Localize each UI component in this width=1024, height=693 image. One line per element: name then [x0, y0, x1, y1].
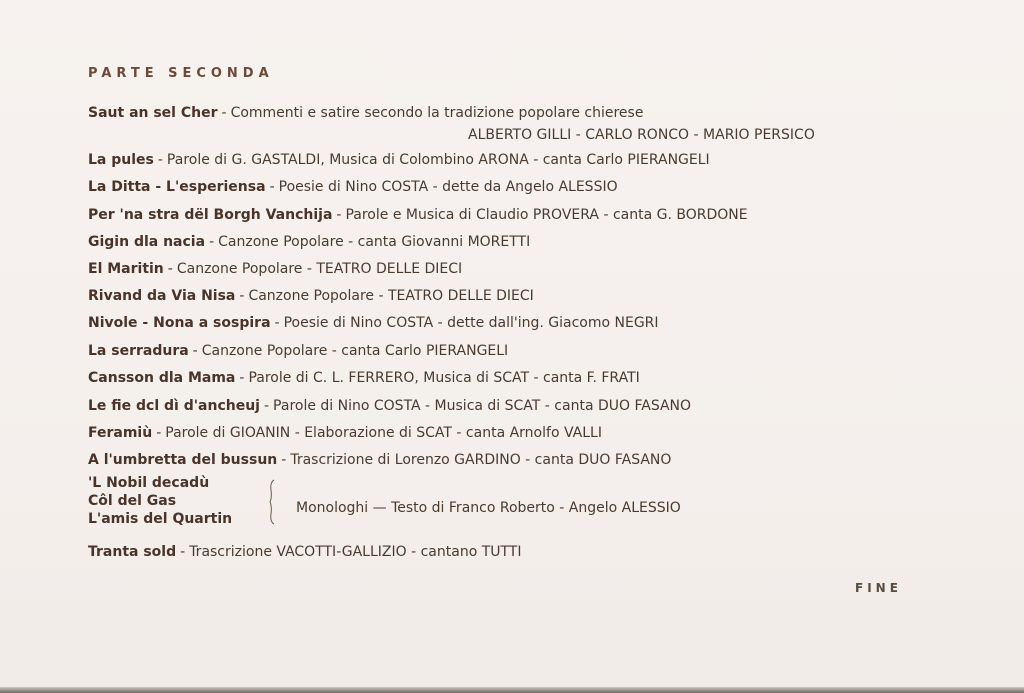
- entry-separator: -: [274, 315, 280, 331]
- program-entry-8: [88, 314, 659, 332]
- program-entry-10: [88, 369, 640, 387]
- entry-separator: -: [209, 234, 215, 250]
- program-entry-14: [88, 543, 522, 561]
- program-entry-7: [88, 287, 534, 305]
- entry-title: Tranta sold: [88, 544, 177, 560]
- entry-title: Saut an sel Cher: [88, 105, 218, 121]
- program-entry-2: [88, 151, 710, 169]
- entry-separator: -: [269, 179, 275, 195]
- entry-separator: -: [167, 261, 173, 277]
- program-entry-1: [88, 104, 643, 122]
- entry-title: El Maritin: [88, 261, 164, 277]
- entry-separator: -: [180, 544, 186, 560]
- entry-separator: -: [239, 370, 245, 386]
- entry-title: La Ditta - L'esperiensa: [88, 179, 266, 195]
- entry-title: Cansson dla Mama: [88, 370, 236, 386]
- program-entry-13: [88, 451, 671, 469]
- entry-text: Parole di Nino COSTA - Musica di SCAT - canta DUO FASANO: [273, 398, 692, 414]
- entry-text: Canzone Popolare - canta Giovanni MORETTI: [218, 234, 531, 250]
- program-entry-6: [88, 260, 462, 278]
- entry-title: La serradura: [88, 343, 189, 359]
- monologue-title: 'L Nobil decadù: [88, 475, 210, 491]
- entry-text: Canzone Popolare - TEATRO DELLE DIECI: [248, 288, 534, 304]
- monologue-description: Monologhi — Testo di Franco Roberto - Angelo ALESSIO: [296, 500, 681, 516]
- end-mark: FINE: [855, 581, 902, 595]
- entry-text: Trascrizione VACOTTI-GALLIZIO - cantano TUTTI: [189, 544, 522, 560]
- entry-separator: -: [221, 105, 227, 121]
- entry-title: Feramiù: [88, 425, 153, 441]
- entry-text: Parole di C. L. FERRERO, Musica di SCAT - canta F. FRATI: [248, 370, 640, 386]
- entry-text: Poesie di Nino COSTA - dette da Angelo ALESSIO: [278, 179, 618, 195]
- entry-title: Nivole - Nona a sospira: [88, 315, 271, 331]
- entry-separator: -: [192, 343, 198, 359]
- program-entry-5: [88, 233, 530, 251]
- program-entry-3: [88, 178, 618, 196]
- entry-text: Canzone Popolare - TEATRO DELLE DIECI: [176, 261, 463, 277]
- entry-text: Commenti e satire secondo la tradizione popolare chierese: [230, 105, 644, 121]
- entry-title: A l'umbretta del bussun: [88, 452, 278, 468]
- entry-title: Per 'na stra dël Borgh Vanchija: [88, 207, 333, 223]
- entry-text: Poesie di Nino COSTA - dette dall'ing. Giacomo NEGRI: [283, 315, 659, 331]
- entry-separator: -: [239, 288, 245, 304]
- entry-separator: -: [336, 207, 342, 223]
- entry-credits: ALBERTO GILLI - CARLO RONCO - MARIO PERSICO: [468, 127, 815, 143]
- entry-title: Le fie dcl dì d'ancheuj: [88, 398, 260, 414]
- brace-icon: [268, 478, 278, 526]
- section-heading: PARTE SECONDA: [88, 66, 274, 81]
- program-entry-12: [88, 424, 602, 442]
- entry-separator: -: [157, 152, 163, 168]
- entry-text: Trascrizione di Lorenzo GARDINO - canta DUO FASANO: [290, 452, 672, 468]
- entry-title: Gigin dla nacia: [88, 234, 206, 250]
- program-entry-4: [88, 206, 748, 224]
- page-edge: [0, 687, 1024, 693]
- entry-title: La pules: [88, 152, 154, 168]
- monologue-title: L'amis del Quartin: [88, 511, 233, 527]
- entry-separator: -: [156, 425, 162, 441]
- entry-text: Parole e Musica di Claudio PROVERA - canta G. BORDONE: [345, 207, 748, 223]
- monologue-titles: [88, 474, 232, 528]
- monologue-title: Côl del Gas: [88, 493, 177, 509]
- entry-text: Parole di GIOANIN - Elaborazione di SCAT - canta Arnolfo VALLI: [165, 425, 602, 441]
- entry-separator: -: [263, 398, 270, 414]
- entry-title: Rivand da Via Nisa: [88, 288, 236, 304]
- entry-text: Parole di G. GASTALDI, Musica di Colombino ARONA - canta Carlo PIERANGELI: [166, 152, 710, 168]
- program-entry-9: [88, 342, 508, 360]
- entry-text: Canzone Popolare - canta Carlo PIERANGELI: [201, 343, 509, 359]
- entry-separator: -: [281, 452, 287, 468]
- program-entry-11: [88, 397, 691, 415]
